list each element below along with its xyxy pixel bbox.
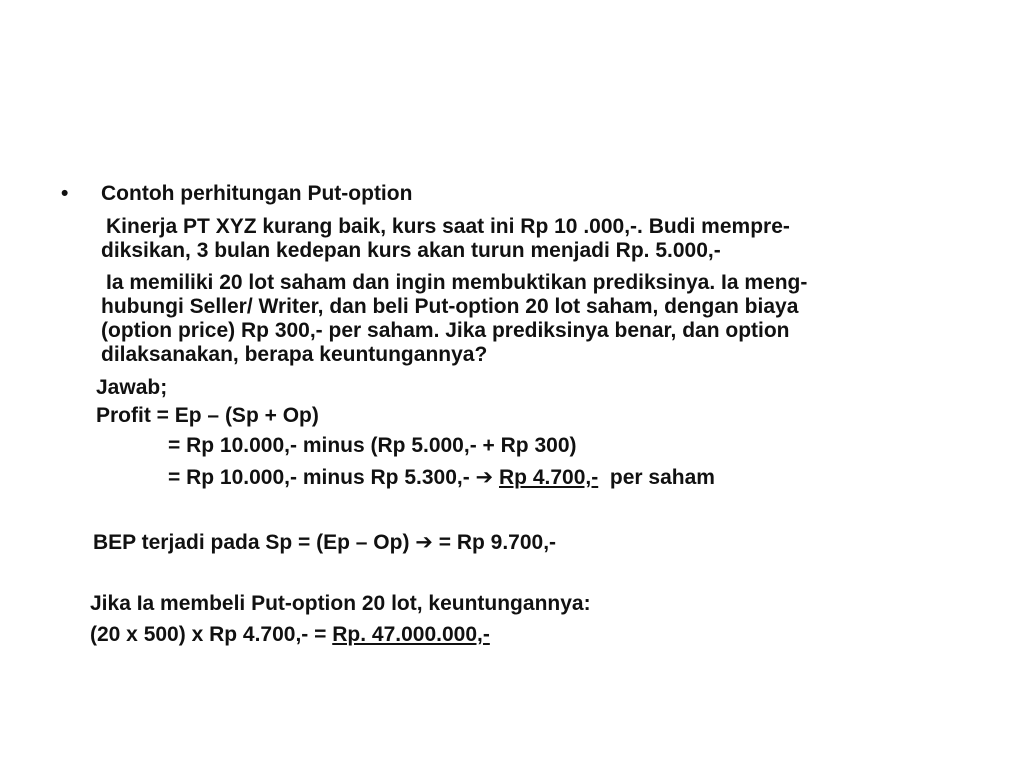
bep-line-prefix: BEP terjadi pada Sp = (Ep – Op) — [93, 531, 410, 554]
paragraph2-line4: dilaksanakan, berapa keuntungannya? — [101, 343, 488, 366]
right-arrow-icon: ➔ — [415, 530, 433, 554]
calc-step2-prefix: = Rp 10.000,- minus Rp 5.300,- — [168, 466, 470, 489]
paragraph2-line1: Ia memiliki 20 lot saham dan ingin membuktikan prediksinya. Ia meng- — [106, 271, 808, 294]
paragraph2-line2: hubungi Seller/ Writer, dan beli Put-option 20 lot saham, dengan biaya — [101, 295, 799, 318]
total-line-result: Rp. 47.000.000,- — [332, 623, 490, 646]
paragraph1-line2: diksikan, 3 bulan kedepan kurs akan turun menjadi Rp. 5.000,- — [101, 239, 721, 262]
total-line-prefix: (20 x 500) x Rp 4.700,- = — [90, 623, 327, 646]
bullet-icon: • — [61, 182, 69, 205]
purchase-line: Jika Ia membeli Put-option 20 lot, keuntungannya: — [90, 592, 591, 615]
total-line — [90, 622, 490, 648]
answer-label: Jawab; — [96, 376, 168, 399]
calc-step2 — [168, 464, 715, 491]
calc-step1: = Rp 10.000,- minus (Rp 5.000,- + Rp 300) — [168, 434, 577, 457]
bep-line — [93, 529, 556, 556]
right-arrow-icon: ➔ — [475, 465, 494, 489]
paragraph2-line3: (option price) Rp 300,- per saham. Jika prediksinya benar, dan option — [101, 319, 790, 342]
paragraph1-line1: Kinerja PT XYZ kurang baik, kurs saat ini Rp 10 .000,-. Budi mempre- — [106, 215, 790, 238]
calc-step2-result: Rp 4.700,- — [499, 466, 599, 489]
calc-step2-suffix: per saham — [609, 466, 715, 489]
slide-title: Contoh perhitungan Put-option — [101, 182, 413, 205]
profit-formula: Profit = Ep – (Sp + Op) — [96, 404, 319, 427]
bep-line-result: = Rp 9.700,- — [438, 531, 557, 554]
